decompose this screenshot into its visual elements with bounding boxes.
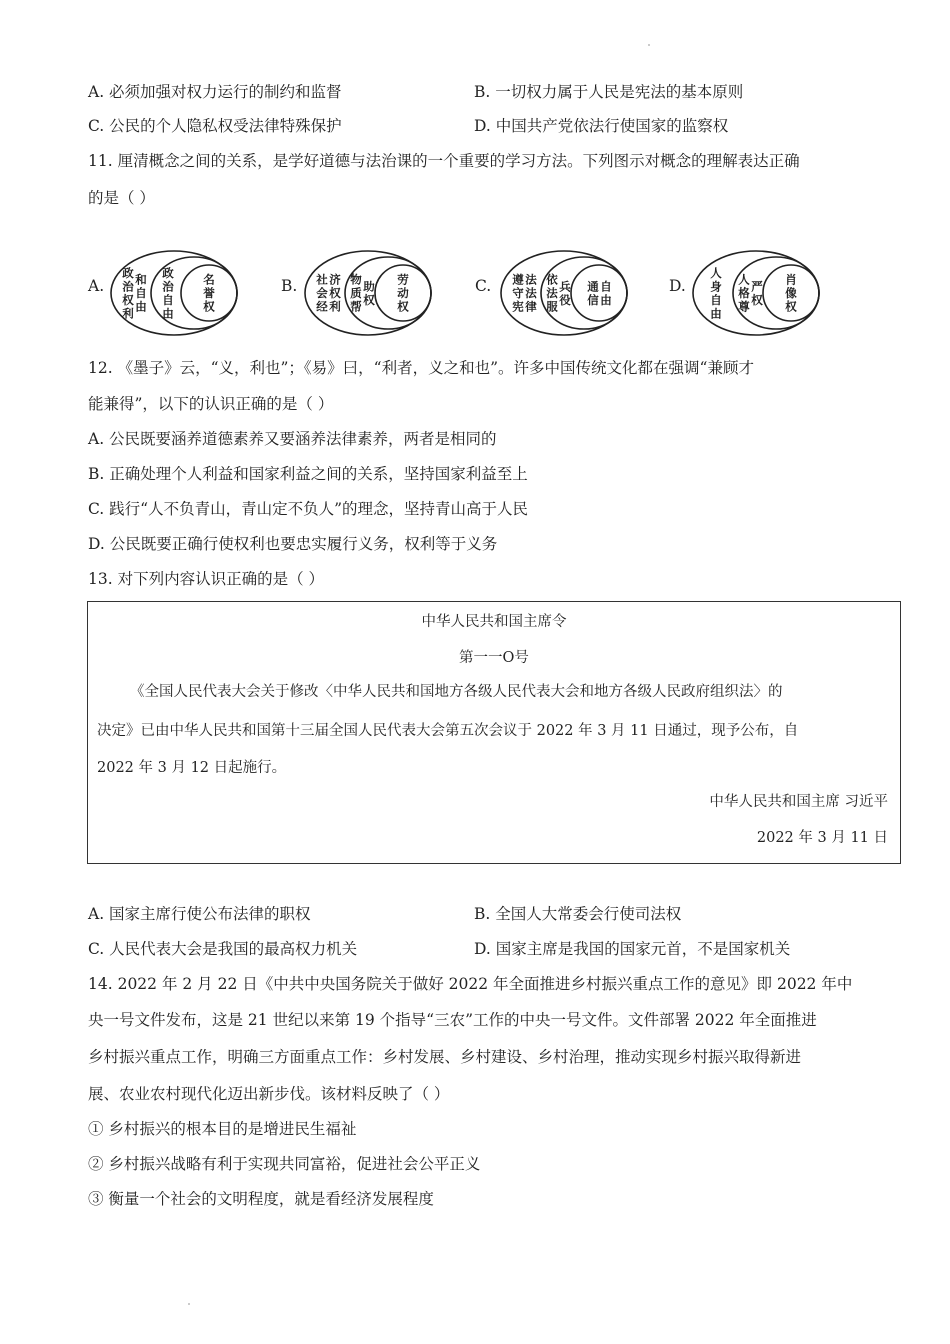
order-number: 第一一O号: [459, 650, 529, 666]
q14-stem-line2: 央一号文件发布，这是 21 世纪以来第 19 个指导“三农”工作的中央一号文件。文件部署 2022 年全面推进: [88, 1011, 817, 1029]
q10-option-a: A. 必须加强对权力运行的制约和监督: [88, 83, 342, 101]
diagram-c-inner-text: 通信自由: [587, 279, 612, 307]
q12-option-b: B. 正确处理个人利益和国家利益之间的关系，坚持国家利益至上: [88, 465, 528, 483]
q11-stem-line1: 11. 厘清概念之间的关系，是学好道德与法治课的一个重要的学习方法。下列图示对概念的理解表达正确: [88, 152, 800, 170]
q13-option-d: D. 国家主席是我国的国家元首，不是国家机关: [474, 940, 791, 958]
q11-diagram-a: [104, 248, 244, 342]
diagram-b-middle-text: 物质帮助权: [350, 272, 375, 314]
q13-stem: 13. 对下列内容认识正确的是（ ）: [88, 570, 325, 588]
q11-label-c: C.: [475, 277, 492, 295]
diagram-d-inner-text: 肖像权: [785, 272, 797, 314]
diagram-d-outer-text: 人身自由: [710, 265, 722, 321]
q12-option-d: D. 公民既要正确行使权利也要忠实履行义务，权利等于义务: [88, 535, 498, 553]
q10-option-c: C. 公民的个人隐私权受法律特殊保护: [88, 117, 342, 135]
q11-label-b: B.: [281, 277, 298, 295]
q11-label-a: A.: [88, 277, 105, 295]
diagram-c-middle-text: 依法服兵役: [546, 272, 571, 314]
scan-dot-bottom: [188, 1303, 190, 1305]
q11-diagram-b: [298, 248, 438, 342]
order-body-line3: 2022 年 3 月 12 日起施行。: [97, 760, 287, 776]
q11-stem-line2: 的是（ ）: [88, 189, 155, 207]
q13-option-b: B. 全国人大常委会行使司法权: [474, 905, 682, 923]
diagram-b-outer-text: 社会经济权利: [316, 272, 341, 314]
diagram-a-inner-text: 名誉权: [203, 272, 215, 314]
order-date: 2022 年 3 月 11 日: [756, 830, 888, 846]
q14-stem-line1: 14. 2022 年 2 月 22 日《中共中央国务院关于做好 2022 年全面推进乡村振兴重点工作的意见》即 2022 年中: [88, 975, 853, 993]
q14-stem-line3: 乡村振兴重点工作，明确三方面重点工作：乡村发展、乡村建设、乡村治理，推动实现乡村振兴取得新进: [88, 1048, 802, 1066]
order-body-line2: 决定》已由中华人民共和国第十三届全国人民代表大会第五次会议于 2022 年 3 月 11 日通过，现予公布，自: [97, 723, 799, 739]
diagram-b-inner-text: 劳动权: [397, 272, 409, 314]
q12-option-a: A. 公民既要涵养道德素养又要涵养法律素养，两者是相同的: [88, 430, 497, 448]
q11-label-d: D.: [669, 277, 686, 295]
q12-stem-line2: 能兼得”，以下的认识正确的是（ ）: [88, 395, 334, 413]
order-body-line1: 《全国人民代表大会关于修改〈中华人民共和国地方各级人民代表大会和地方各级人民政府组织法〉的: [130, 684, 783, 700]
q12-stem-line1: 12. 《墨子》云，“义，利也”；《易》曰，“利者，义之和也”。许多中国传统文化都在强调“兼顾才: [88, 359, 754, 377]
presidential-order-box: [87, 601, 901, 864]
q13-option-a: A. 国家主席行使公布法律的职权: [88, 905, 311, 923]
diagram-a-middle-text: 政治自由: [162, 265, 174, 321]
q11-diagram-d: [686, 248, 826, 342]
diagram-a-outer-text: 政治权利和自由: [122, 265, 147, 321]
q14-stem-line4: 展、农业农村现代化迈出新步伐。该材料反映了（ ）: [88, 1085, 450, 1103]
q10-option-b: B. 一切权力属于人民是宪法的基本原则: [474, 83, 744, 101]
order-title: 中华人民共和国主席令: [421, 614, 567, 630]
q12-option-c: C. 践行“人不负青山，青山定不负人”的理念，坚持青山高于人民: [88, 500, 529, 518]
q14-item-3: ③ 衡量一个社会的文明程度，就是看经济发展程度: [88, 1190, 434, 1208]
diagram-d-middle-text: 人格尊严权: [738, 272, 763, 314]
q14-item-1: ① 乡村振兴的根本目的是增进民生福祉: [88, 1120, 357, 1138]
q10-option-d: D. 中国共产党依法行使国家的监察权: [474, 117, 729, 135]
q14-item-2: ② 乡村振兴战略有利于实现共同富裕，促进社会公平正义: [88, 1155, 481, 1173]
scan-dot-top: [648, 44, 650, 46]
q11-diagram-c: [494, 248, 634, 342]
diagram-c-outer-text: 遵守宪法法律: [512, 272, 537, 314]
order-signer: 中华人民共和国主席 习近平: [709, 794, 888, 810]
q13-option-c: C. 人民代表大会是我国的最高权力机关: [88, 940, 358, 958]
